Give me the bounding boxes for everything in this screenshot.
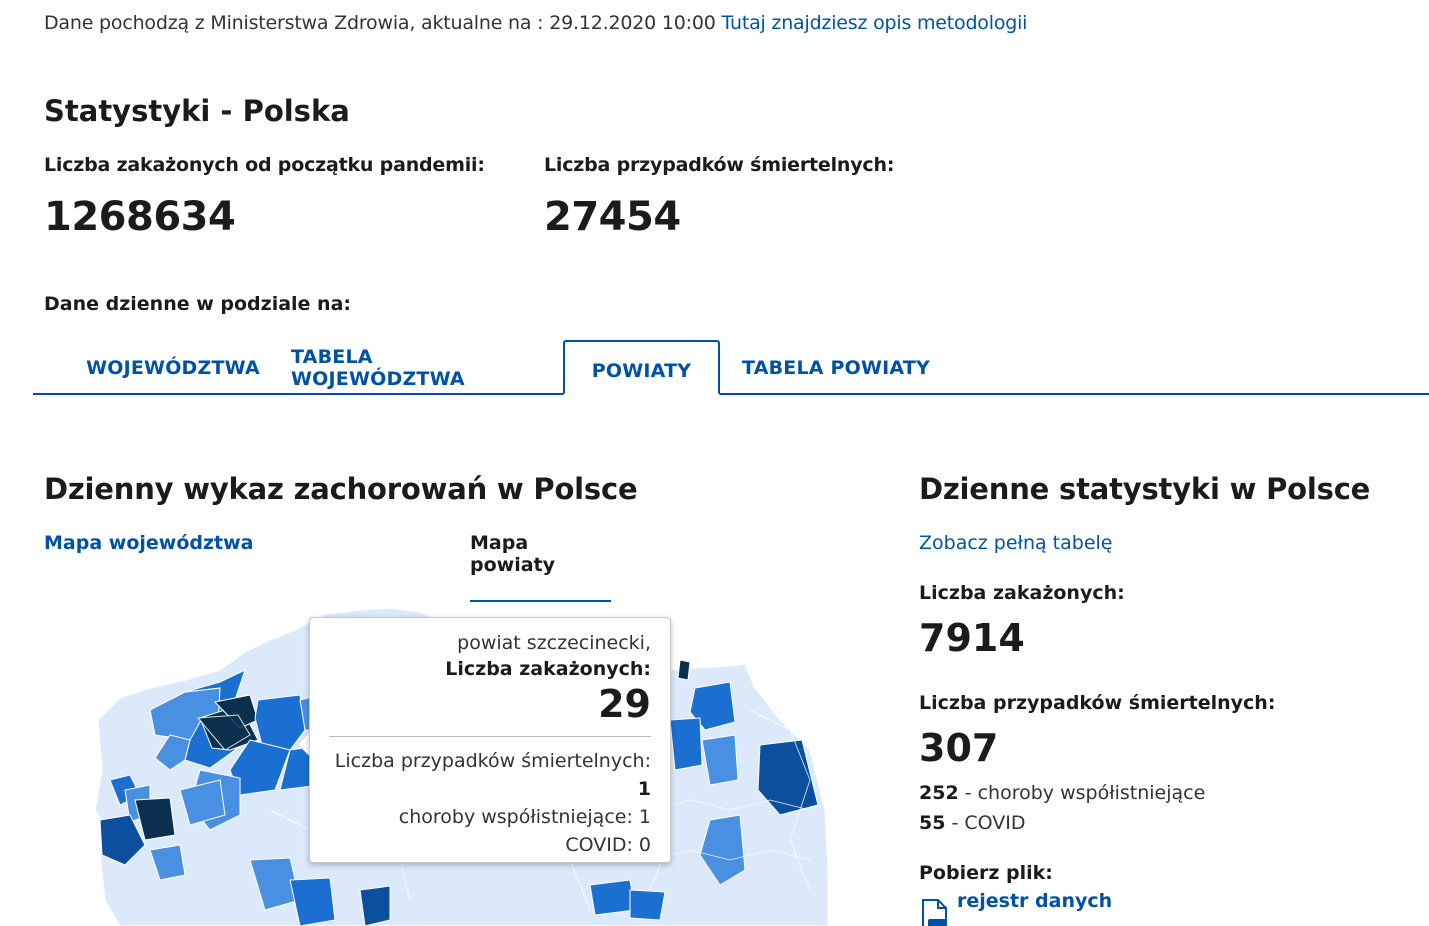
- daily-infected-label: Liczba zakażonych:: [919, 582, 1125, 604]
- download-row: [919, 890, 1112, 926]
- map-region[interactable]: [630, 890, 665, 920]
- download-file-label: Pobierz plik:: [919, 862, 1053, 884]
- daily-deaths-label: Liczba przypadków śmiertelnych:: [919, 692, 1276, 714]
- tooltip-comorb-row: choroby współistniejące: 1: [398, 806, 651, 828]
- total-deaths-label: Liczba przypadków śmiertelnych:: [544, 154, 895, 176]
- total-deaths-value: 27454: [544, 194, 681, 240]
- tab-wojewodztwa[interactable]: WOJEWÓDZTWA: [86, 356, 260, 379]
- source-line: [44, 12, 1027, 34]
- split-label: Dane dzienne w podziale na:: [44, 293, 352, 315]
- page-title: Statystyki - Polska: [44, 94, 350, 128]
- total-deaths-stat: [544, 154, 894, 240]
- daily-covid-text: - COVID: [951, 812, 1026, 834]
- daily-deaths-value: 307: [919, 726, 999, 770]
- map-region[interactable]: [670, 718, 702, 770]
- map-region[interactable]: [590, 880, 635, 915]
- tooltip-infected-label: Liczba zakażonych:: [445, 658, 651, 680]
- daily-covid-row: [919, 812, 1026, 834]
- methodology-link[interactable]: Tutaj znajdziesz opis metodologii: [721, 12, 1028, 34]
- tooltip-covid-row: COVID: 0: [565, 834, 651, 856]
- tabs-bar: [33, 340, 1429, 395]
- tooltip-deaths-label: Liczba przypadków śmiertelnych:: [334, 750, 651, 772]
- tooltip-divider: [329, 736, 651, 737]
- tooltip-deaths-value: 1: [637, 778, 651, 800]
- map-tooltip: [309, 617, 671, 863]
- daily-comorb-text: - choroby współistniejące: [964, 782, 1206, 804]
- daily-stats-title: Dzienne statystyki w Polsce: [919, 472, 1371, 506]
- source-text: Dane pochodzą z Ministerstwa Zdrowia, aktualne na : 29.12.2020 10:00: [44, 12, 716, 34]
- map-region[interactable]: [678, 660, 690, 680]
- map-region[interactable]: [360, 886, 390, 926]
- tooltip-infected-value: 29: [598, 682, 651, 726]
- file-download-icon: [919, 898, 949, 926]
- map-section-title: Dzienny wykaz zachorowań w Polsce: [44, 472, 638, 506]
- total-infected-label: Liczba zakażonych od początku pandemii:: [44, 154, 485, 176]
- tab-tabela-powiaty[interactable]: TABELA POWIATY: [742, 356, 930, 379]
- daily-covid-count: 55: [919, 812, 946, 834]
- daily-comorb-count: 252: [919, 782, 959, 804]
- daily-infected-value: 7914: [919, 616, 1025, 660]
- tab-powiaty[interactable]: POWIATY: [563, 340, 720, 395]
- total-infected-value: 1268634: [44, 194, 236, 240]
- daily-comorb-row: [919, 782, 1205, 804]
- total-infected-stat: [44, 154, 485, 240]
- map-wojewodztwa-link[interactable]: Mapa województwa: [44, 532, 254, 554]
- rejestr-danych-link[interactable]: rejestr danych: [957, 890, 1113, 912]
- map-powiaty-link[interactable]: Mapa powiaty: [470, 532, 611, 602]
- tooltip-powiat-name: powiat szczecinecki,: [457, 632, 651, 654]
- full-table-link[interactable]: Zobacz pełną tabelę: [919, 532, 1113, 554]
- tab-tabela-wojewodztwa[interactable]: TABELA WOJEWÓDZTWA: [291, 345, 465, 390]
- tooltip-deaths-row: [329, 747, 651, 803]
